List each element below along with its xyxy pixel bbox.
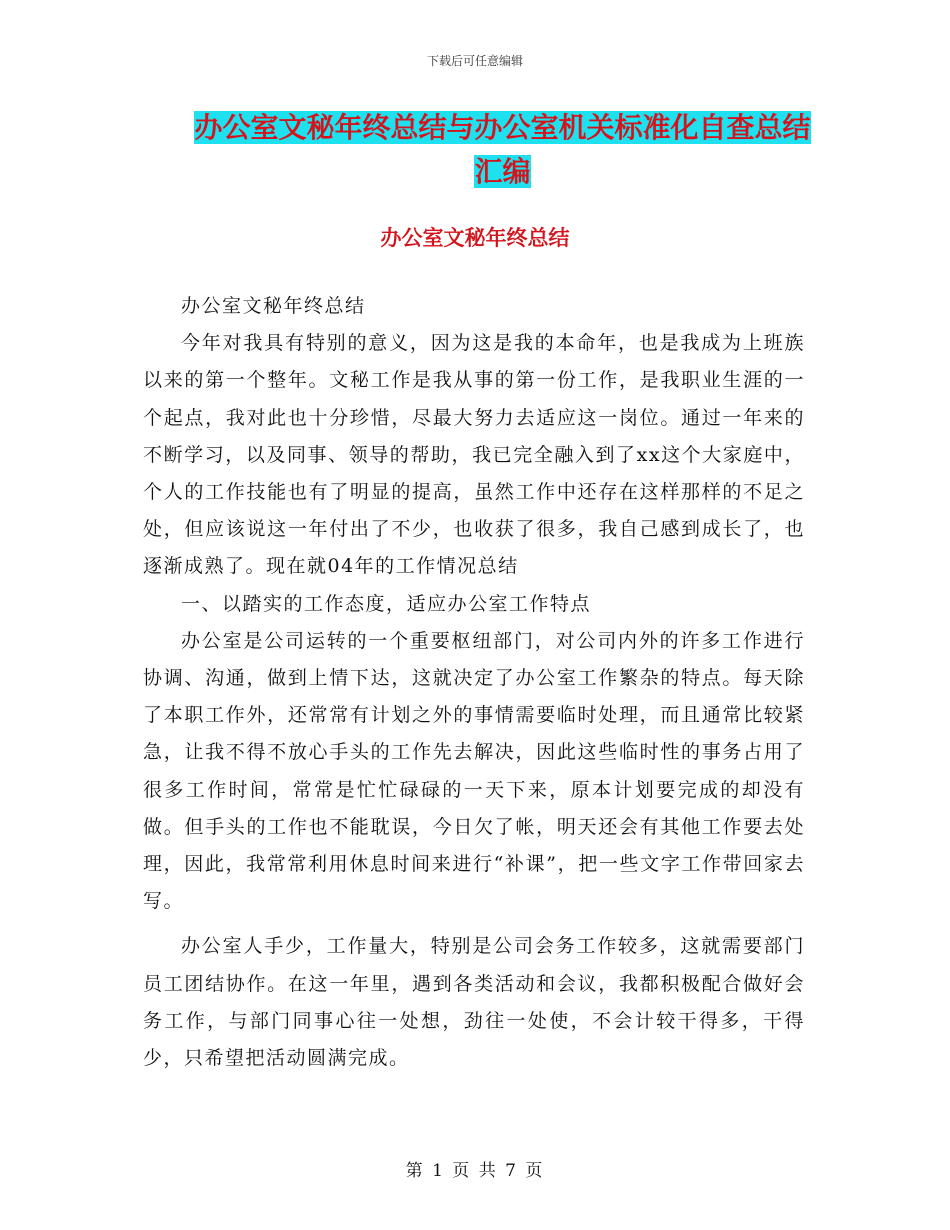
section-title: 办公室文秘年终总结 (380, 226, 570, 250)
document-title-text: 办公室文秘年终总结与办公室机关标准化自查总结汇编 (194, 111, 811, 188)
paragraph-office-role: 办公室是公司运转的一个重要枢纽部门，对公司内外的许多工作进行协调、沟通，做到上情下达，这就决定了办公室工作繁杂的特点。每天除了本职工作外，还常常有计划之外的事情需要临时处理，而且通常比较紧急，让我不得不放心手头的工作先去解决，因此这些临时性的事务占用了很多工作时间，常常是忙忙碌碌的一天下来，原本计划要完成的却没有做。但手头的工作也不能耽误，今日欠了帐，明天还会有其他工作要去处理，因此，我常常利用休息时间来进行“补课”，把一些文字工作带回家去写。 (143, 629, 805, 913)
paragraph-subtitle: 办公室文秘年终总结 (181, 295, 366, 317)
page-footer: 第 1 页 共 7 页 (405, 1161, 545, 1181)
document-title (190, 106, 815, 194)
paragraph-heading-1: 一、以踏实的工作态度，适应办公室工作特点 (181, 592, 592, 615)
paragraph-intro: 今年对我具有特别的意义，因为这是我的本命年，也是我成为上班族以来的第一个整年。文秘工作是我从事的第一份工作，是我职业生涯的一个起点，我对此也十分珍惜，尽最大努力去适应这一岗位。通过一年来的不断学习，以及同事、领导的帮助，我已完全融入到了xx这个大家庭中，个人的工作技能也有了明显的提高，虽然工作中还存在这样那样的不足之处，但应该说这一年付出了不少，也收获了很多，我自己感到成长了，也逐渐成熟了。现在就04年的工作情况总结 (143, 332, 805, 578)
header-note: 下载后可任意编辑 (426, 54, 523, 68)
paragraph-teamwork: 办公室人手少，工作量大，特别是公司会务工作较多，这就需要部门员工团结协作。在这一年里，遇到各类活动和会议，我都积极配合做好会务工作，与部门同事心往一处想，劲往一处使，不会计较干得多，干得少，只希望把活动圆满完成。 (143, 935, 805, 1070)
document-body (143, 288, 805, 1077)
